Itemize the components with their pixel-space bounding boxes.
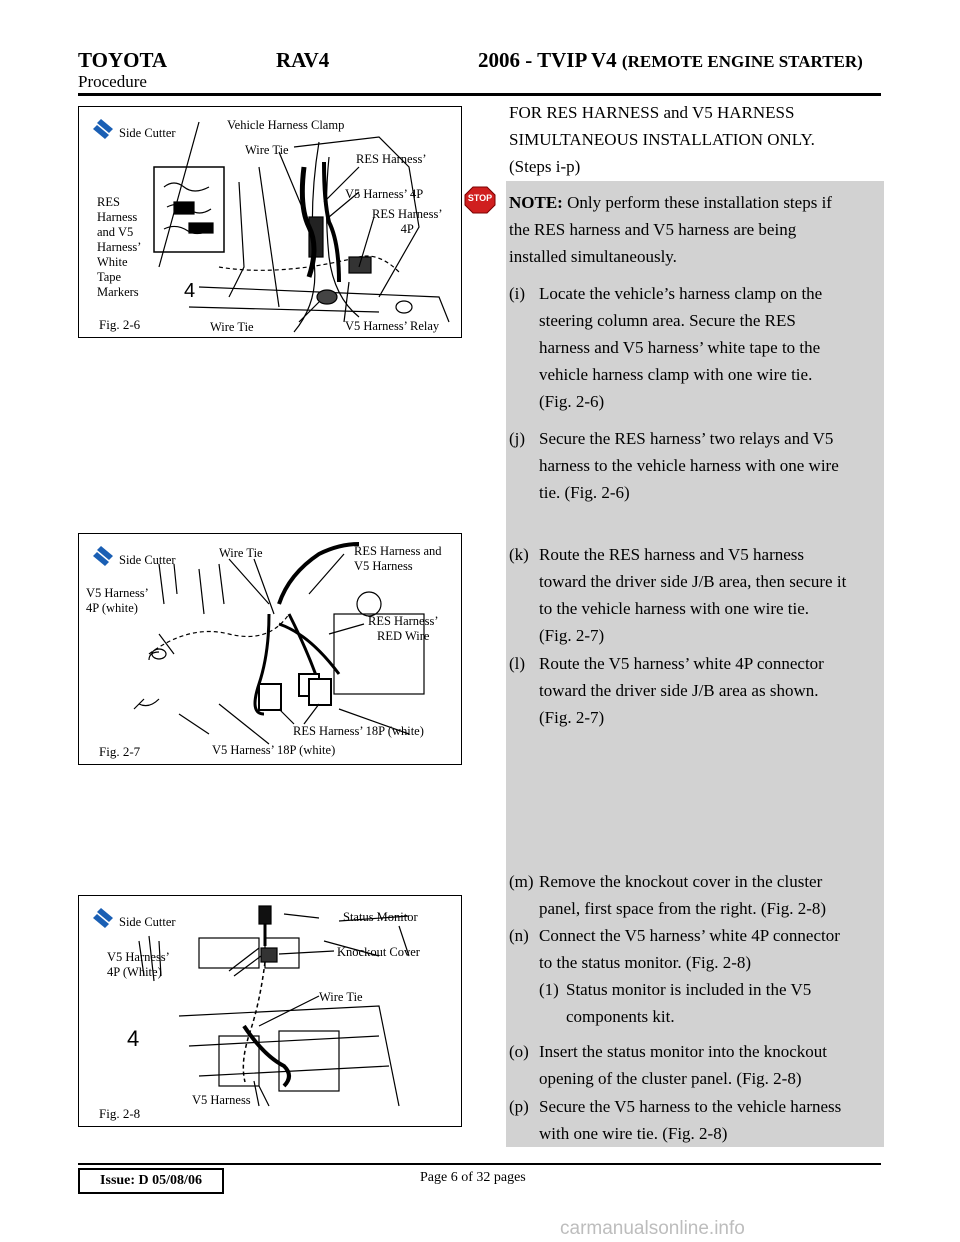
header-rule [78, 93, 881, 96]
fig27-res-18p-label: RES Harness’ 18P (white) [293, 724, 424, 738]
step-j: (j) Secure the RES harness’ two relays and V5 harness to the vehicle harness with one wire tie. (Fig. 2-6) [509, 425, 839, 506]
figure-2-8 [78, 895, 462, 1127]
section-label: Procedure [78, 72, 147, 91]
fig27-wire-tie-label: Wire Tie [219, 546, 263, 560]
fig27-caption: Fig. 2-7 [99, 744, 141, 759]
header-subtitle: (REMOTE ENGINE STARTER) [621, 52, 863, 71]
step-label: (p) [509, 1097, 529, 1116]
fig26-res-harness-label: RES Harness’ [356, 152, 427, 166]
fig27-v5-18p-label: V5 Harness’ 18P (white) [212, 743, 336, 757]
step-i: (i) Locate the vehicle’s harness clamp on the steering column area. Secure the RES harness and V5 harness’ white tape to the vehicle harness clamp with one wire tie. (Fig. 2-6) [509, 280, 822, 415]
fig26-clamp-label: Vehicle Harness Clamp [227, 118, 345, 132]
substep-label: (1) [539, 980, 559, 999]
fig26-caption: Fig. 2-6 [99, 317, 141, 332]
fig26-relay-label: V5 Harness’ Relay [345, 319, 440, 333]
fig26-wire-tie-top-label: Wire Tie [245, 143, 289, 157]
step-label: (j) [509, 429, 526, 448]
fig27-red-wire-label: RES Harness’ RED Wire [368, 614, 439, 643]
note-line-3: installed simultaneously. [509, 247, 677, 266]
intro-line-1: FOR RES HARNESS and V5 HARNESS [509, 103, 795, 122]
stop-sign-text: STOP [467, 193, 493, 203]
substep-1: (1) Status monitor is included in the V5 components kit. [539, 976, 811, 1030]
fig26-res-4p-label: RES Harness’ 4P [372, 207, 443, 236]
page-number: Page 6 of 32 pages [420, 1170, 526, 1185]
step-label: (i) [509, 284, 526, 303]
step-m: (m) Remove the knockout cover in the cluster panel, first space from the right. (Fig. 2-8) [509, 868, 826, 922]
fig26-wire-tie-bottom-label: Wire Tie [210, 320, 254, 334]
header-year-title: 2006 - TVIP V4 [478, 48, 617, 72]
fig27-v5-4p-label: V5 Harness’ 4P (white) [86, 586, 149, 615]
footer-rule [78, 1163, 881, 1165]
header-model: RAV4 [276, 48, 330, 72]
svg-text:4: 4 [184, 280, 196, 302]
step-o: (o) Insert the status monitor into the knockout opening of the cluster panel. (Fig. 2-8) [509, 1038, 827, 1092]
fig28-v5-harness-label: V5 Harness [192, 1093, 251, 1107]
header-make: TOYOTA [78, 48, 168, 72]
step-label: (m) [509, 872, 534, 891]
intro-line-2: SIMULTANEOUS INSTALLATION ONLY. [509, 130, 815, 149]
step-k: (k) Route the RES harness and V5 harness toward the driver side J/B area, then secure it to the vehicle harness with one wire tie. (Fig. 2-7) [509, 541, 846, 649]
figure-2-7 [78, 533, 462, 765]
fig28-tool-label: Side Cutter [119, 915, 176, 929]
fig28-knockout-label: Knockout Cover [337, 945, 420, 959]
side-cutter-icon [93, 908, 113, 928]
fig28-status-monitor-label: Status Monitor [343, 910, 418, 924]
fig27-tool-label: Side Cutter [119, 553, 176, 567]
issue-badge: Issue: D 05/08/06 [78, 1168, 224, 1194]
step-l: (l) Route the V5 harness’ white 4P connector toward the driver side J/B area as shown. (Fig. 2-7) [509, 650, 824, 731]
note-label: NOTE: [509, 193, 563, 212]
svg-text:4: 4 [127, 1026, 140, 1051]
step-label: (l) [509, 654, 526, 673]
note-line-2: the RES harness and V5 harness are being [509, 220, 797, 239]
fig26-v5-4p-label: V5 Harness’ 4P [345, 187, 424, 201]
fig27-res-and-v5-label: RES Harness and V5 Harness [354, 544, 442, 573]
stop-sign-icon [464, 186, 496, 214]
watermark: carmanualsonline.info [560, 1218, 745, 1239]
fig28-v5-4p-label: V5 Harness’ 4P (White) [107, 950, 170, 979]
header-title [478, 48, 863, 73]
side-cutter-icon [93, 119, 113, 139]
fig28-wire-tie-label: Wire Tie [319, 990, 363, 1004]
intro-line-3: (Steps i-p) [509, 157, 581, 176]
note-line-1: NOTE: Only perform these installation steps if [509, 193, 832, 212]
step-label: (k) [509, 545, 529, 564]
step-label: (o) [509, 1042, 529, 1061]
fig26-markers-label: RES Harness and V5 Harness’ White Tape Markers [97, 195, 142, 299]
figure-2-6 [78, 106, 462, 338]
step-label: (n) [509, 926, 529, 945]
side-cutter-icon [93, 546, 113, 566]
step-p: (p) Secure the V5 harness to the vehicle harness with one wire tie. (Fig. 2-8) [509, 1093, 841, 1147]
step-n: (n) Connect the V5 harness’ white 4P connector to the status monitor. (Fig. 2-8) [509, 922, 840, 976]
fig28-caption: Fig. 2-8 [99, 1106, 141, 1121]
figure-2-8-drawing [79, 896, 461, 1126]
fig26-tool-label: Side Cutter [119, 126, 176, 140]
